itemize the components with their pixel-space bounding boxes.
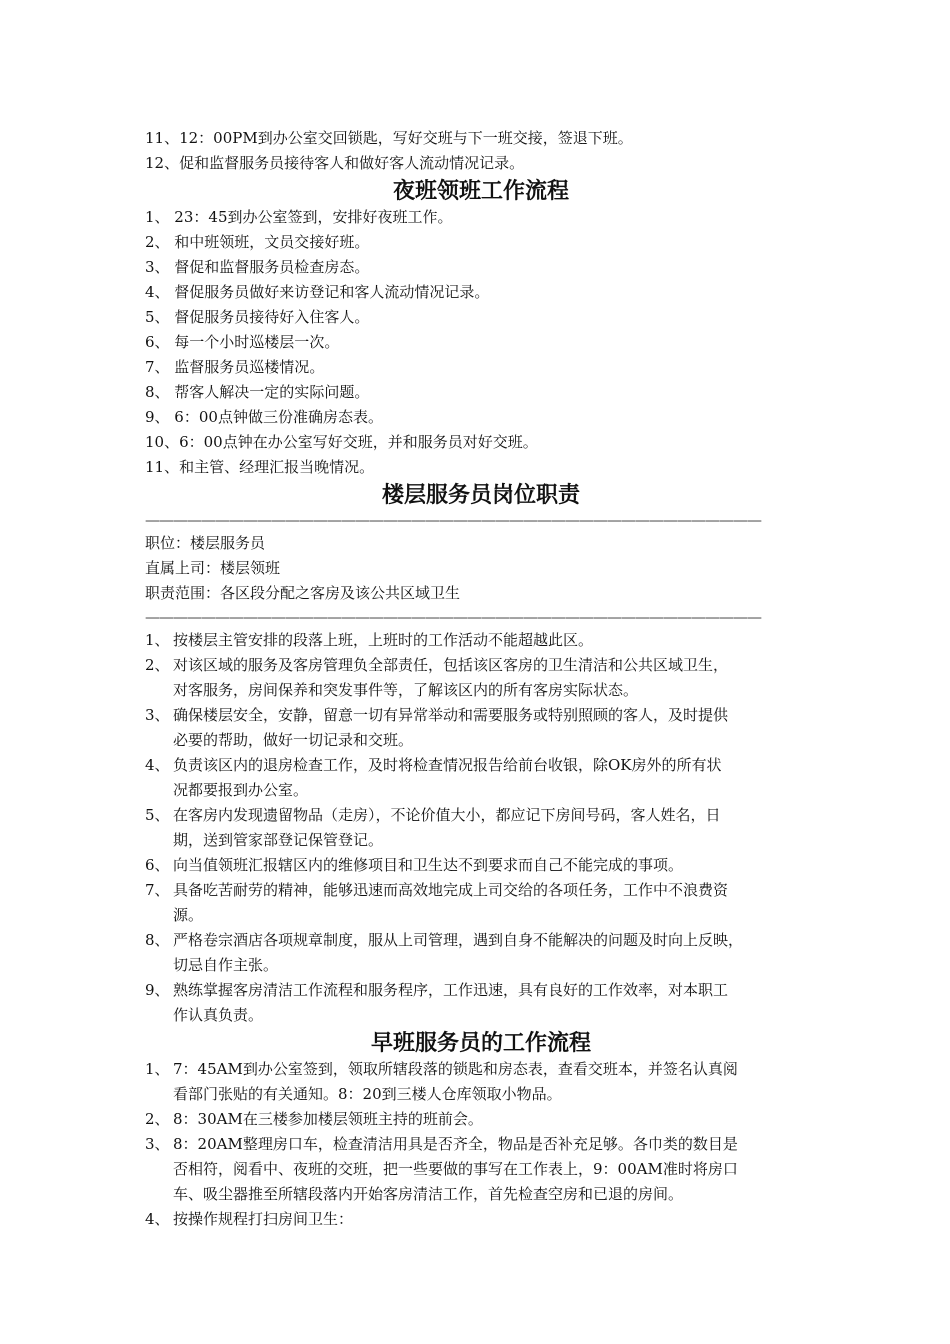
duty-item-line: 源。 [173,906,204,924]
duty-item-text [173,978,817,1028]
duty-list [145,628,817,1028]
duty-item-line: 对该区域的服务及客房管理负全部责任，包括该区客房的卫生清洁和公共区域卫生， [173,656,729,674]
duty-item-line: 按楼层主管安排的段落上班，上班时的工作活动不能超越此区。 [173,631,594,649]
night-item-9: 9、 6：00点钟做三份准确房态表。 [145,408,383,426]
morning-section-title: 早班服务员的工作流程 [370,1030,591,1056]
morning-item-line: 8：20AM整理房口车，检查清洁用具是否齐全，物品是否补充足够。各巾类的数目是 [173,1135,738,1153]
duty-item-number: 7、 [145,881,170,899]
duty-item-9 [145,978,817,1028]
duty-item-text [173,803,817,853]
duty-item-number: 6、 [145,856,170,874]
duty-item-number: 3、 [145,706,170,724]
night-item-6: 6、 每一个小时巡楼层一次。 [145,333,340,351]
morning-item-text [173,1057,817,1107]
duty-item-1 [145,628,817,653]
duty-item-number: 1、 [145,631,170,649]
duty-item-number: 9、 [145,981,170,999]
duty-item-number: 4、 [145,756,170,774]
morning-item-number: 2、 [145,1110,170,1128]
morning-item-line: 看部门张贴的有关通知。8：20到三楼人仓库领取小物品。 [173,1085,562,1103]
duty-item-text [173,928,817,978]
duty-item-text [173,628,817,653]
position-line: 职位：楼层服务员 [145,534,266,552]
night-item-3: 3、 督促和监督服务员检查房态。 [145,258,370,276]
duty-item-2 [145,653,817,703]
duty-item-line: 况都要报到办公室。 [173,781,309,799]
morning-item-line: 7：45AM到办公室签到，领取所辖段落的锁匙和房态表，查看交班本，并签名认真阅 [173,1060,738,1078]
document-content [145,126,817,1232]
duty-item-number: 5、 [145,806,170,824]
supervisor-line: 直属上司：楼层领班 [145,559,281,577]
divider-rule-bottom: ———————————————————————————————————————————— [145,608,761,626]
intro-line-1: 11、12：00PM到办公室交回锁匙，写好交班与下一班交接，签退下班。 [145,129,633,147]
duty-item-line: 作认真负责。 [173,1006,264,1024]
morning-item-line: 车、吸尘器推至所辖段落内开始客房清洁工作，首先检查空房和已退的房间。 [173,1185,684,1203]
night-item-1: 1、 23：45到办公室签到，安排好夜班工作。 [145,208,453,226]
duty-item-4 [145,753,817,803]
duty-item-3 [145,703,817,753]
duty-section-title: 楼层服务员岗位职责 [381,482,580,508]
night-section-title: 夜班领班工作流程 [392,178,569,204]
morning-item-line: 按操作规程打扫房间卫生： [173,1210,354,1228]
morning-item-line: 否相符，阅看中、夜班的交班，把一些要做的事写在工作表上，9：00AM准时将房口 [173,1160,738,1178]
morning-item-4 [145,1207,817,1232]
night-item-7: 7、 监督服务员巡楼情况。 [145,358,325,376]
morning-item-text [173,1132,817,1207]
duty-item-line: 严格卷宗酒店各项规章制度，服从上司管理，遇到自身不能解决的问题及时向上反映， [173,931,744,949]
scope-line: 职责范围：各区段分配之客房及该公共区域卫生 [145,584,461,602]
morning-item-3 [145,1132,817,1207]
duty-item-text [173,878,817,928]
duty-item-text [173,853,817,878]
morning-item-1 [145,1057,817,1107]
morning-item-2 [145,1107,817,1132]
duty-item-number: 8、 [145,931,170,949]
morning-item-number: 3、 [145,1135,170,1153]
duty-item-line: 切忌自作主张。 [173,956,279,974]
duty-item-line: 必要的帮助，做好一切记录和交班。 [173,731,414,749]
duty-item-line: 期，送到管家部登记保管登记。 [173,831,384,849]
duty-item-line: 向当值领班汇报辖区内的维修项目和卫生达不到要求而自己不能完成的事项。 [173,856,684,874]
divider-rule-top: ———————————————————————————————————————————— [145,511,761,529]
night-item-4: 4、 督促服务员做好来访登记和客人流动情况记录。 [145,283,490,301]
night-item-10: 10、6：00点钟在办公室写好交班，并和服务员对好交班。 [145,433,538,451]
morning-item-line: 8：30AM在三楼参加楼层领班主持的班前会。 [173,1110,483,1128]
duty-item-line: 熟练掌握客房清洁工作流程和服务程序，工作迅速，具有良好的工作效率，对本职工 [173,981,729,999]
duty-item-text [173,703,817,753]
duty-item-line: 具备吃苦耐劳的精神，能够迅速而高效地完成上司交给的各项任务，工作中不浪费资 [173,881,729,899]
duty-item-line: 对客服务，房间保养和突发事件等，了解该区内的所有客房实际状态。 [173,681,639,699]
duty-item-line: 负责该区内的退房检查工作，及时将检查情况报告给前台收银，除OK房外的所有状 [173,756,722,774]
morning-item-number: 4、 [145,1210,170,1228]
duty-item-7 [145,878,817,928]
duty-item-line: 确保楼层安全，安静，留意一切有异常举动和需要服务或特别照顾的客人，及时提供 [173,706,729,724]
duty-item-6 [145,853,817,878]
duty-item-number: 2、 [145,656,170,674]
night-item-2: 2、 和中班领班，文员交接好班。 [145,233,370,251]
duty-item-line: 在客房内发现遗留物品（走房），不论价值大小，都应记下房间号码，客人姓名，日 [173,806,721,824]
intro-line-2: 12、促和监督服务员接待客人和做好客人流动情况记录。 [145,154,525,172]
morning-item-number: 1、 [145,1060,170,1078]
night-item-11: 11、和主管、经理汇报当晚情况。 [145,458,375,476]
night-item-5: 5、 督促服务员接待好入住客人。 [145,308,370,326]
morning-list [145,1057,817,1232]
morning-item-text [173,1207,817,1232]
night-item-8: 8、 帮客人解决一定的实际问题。 [145,383,370,401]
duty-item-text [173,753,817,803]
duty-item-text [173,653,817,703]
duty-item-8 [145,928,817,978]
duty-item-5 [145,803,817,853]
morning-item-text [173,1107,817,1132]
